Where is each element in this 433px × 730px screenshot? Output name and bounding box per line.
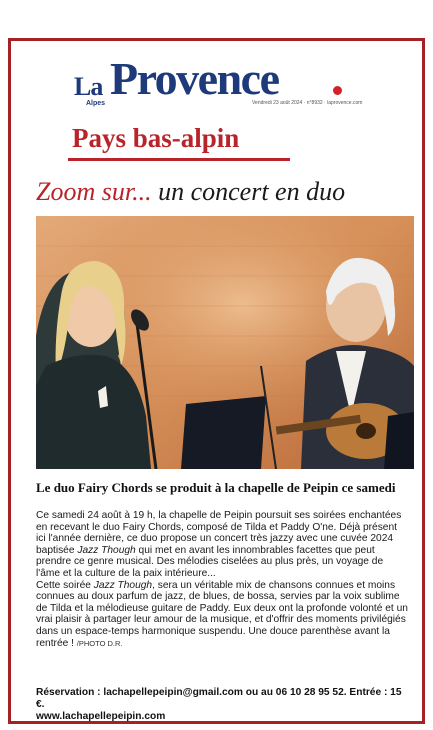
article-headline: Le duo Fairy Chords se produit à la chapelle de Peipin ce samedi (36, 480, 396, 495)
section-title: Pays bas-alpin (72, 123, 240, 153)
masthead-la: La (74, 72, 103, 101)
p2-text-b: , sera un véritable mix de chansons connues et moins connues au doux parfum de jazz, de blues, de bossa, servies par la voix sublime de Tilda et la mélodieuse guitare de Paddy. Eux deux ont la profonde volonté et un vrai plaisir à partager leur amour de la musique, et d'offrir des moments privilégiés dans un espace-temps harmonique suspendu. Une douce parenthèse avant la rentrée ! (36, 579, 408, 649)
article-paragraph-1 (36, 510, 408, 580)
page-top-band (0, 0, 433, 30)
concert-photo (36, 216, 414, 469)
photo-credit: /PHOTO D.R. (76, 638, 123, 648)
website-link[interactable]: www.lachapellepeipin.com (36, 711, 166, 722)
p2-album-title: Jazz Though (93, 579, 153, 591)
p1-album-title: Jazz Though (77, 544, 136, 556)
section-underline (68, 158, 290, 161)
reservation-line: Réservation : lachapellepeipin@gmail.com ou au 06 10 28 95 52. Entrée : 15 €. (36, 687, 402, 710)
p2-text-a: Cette soirée (36, 579, 94, 591)
masthead-date-line: Vendredi 23 août 2024 · n°8932 · laprovence.com (252, 100, 363, 106)
article-body (36, 510, 408, 649)
kicker-title (36, 177, 345, 207)
p1-text-b: qui met en avant les innombrables facettes que peut prendre ce genre musical. Des mélodies ciselées au plus près, un voyage de l'âme et la culture de la paix intérieure... (36, 544, 384, 579)
masthead-provence: Provence (110, 53, 279, 104)
masthead-dot-icon (333, 86, 342, 95)
kicker-rest: un concert en duo (151, 177, 346, 206)
p1-text-a: Ce samedi 24 août à 19 h, la chapelle de Peipin poursuit ses soirées enchantées en recevant le duo Fairy Chords, composé de Tilda et Paddy O'ne. Déjà présent ici l'année dernière, ce duo propose un concert très jazzy avec une cuvée 2024 baptisée (36, 510, 402, 556)
article-paragraph-2 (36, 580, 408, 650)
kicker-accent: Zoom sur... (36, 177, 152, 206)
article-footer (36, 687, 408, 723)
masthead-edition: Alpes (86, 100, 106, 107)
